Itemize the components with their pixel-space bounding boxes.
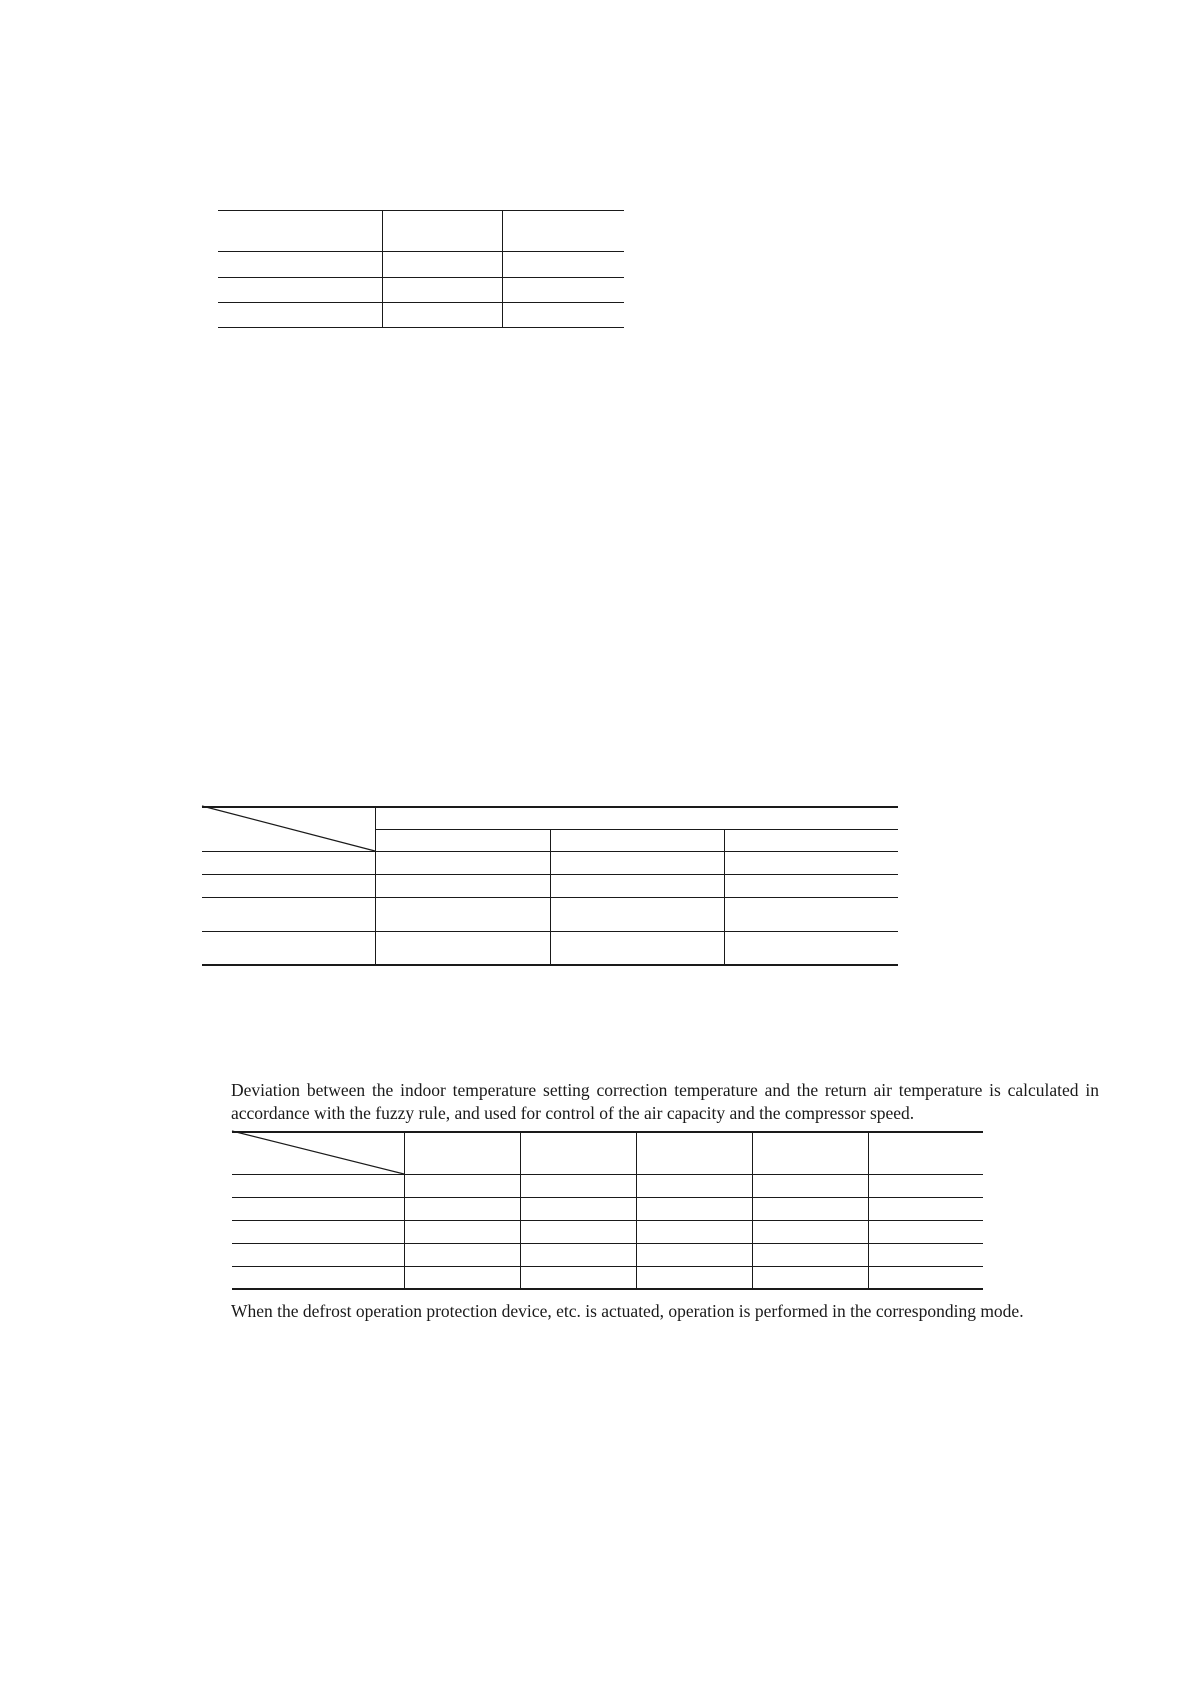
table-1-col-divider — [382, 210, 383, 327]
table-1-col-divider — [502, 210, 503, 327]
table-1-row-rule — [218, 251, 624, 252]
table-3-row-rule — [232, 1174, 983, 1175]
table-2-diagonal-header — [202, 806, 375, 851]
table-1-bottom-rule — [218, 327, 624, 328]
table-2-col-divider — [724, 829, 725, 964]
table-1-row-rule — [218, 302, 624, 303]
table-3-diagonal-header — [232, 1131, 404, 1174]
table-3-row-rule — [232, 1266, 983, 1267]
fuzzy-rule-paragraph: Deviation between the indoor temperature setting correction temperature and the return air temperature is calculated in accordance with the fuzzy rule, and used for control of the air capacity and the compressor speed. — [231, 1080, 1099, 1123]
table-2-subheader-rule — [375, 829, 898, 830]
table-2-bottom-rule — [202, 964, 898, 966]
defrost-note-paragraph: When the defrost operation protection device, etc. is actuated, operation is performed in the corresponding mode. — [231, 1301, 1024, 1321]
table-3-col-divider — [752, 1131, 753, 1288]
table-3-row-rule — [232, 1243, 983, 1244]
table-3-col-divider — [868, 1131, 869, 1288]
table-3-col-divider — [636, 1131, 637, 1288]
table-3-bottom-rule — [232, 1288, 983, 1290]
table-1-row-rule — [218, 277, 624, 278]
table-3-row-rule — [232, 1220, 983, 1221]
table-2-col-divider — [375, 806, 376, 964]
table-3-row-rule — [232, 1197, 983, 1198]
table-3-col-divider — [404, 1131, 405, 1288]
table-3-col-divider — [520, 1131, 521, 1288]
table-1-top-rule — [218, 210, 624, 211]
table-2-col-divider — [550, 829, 551, 964]
